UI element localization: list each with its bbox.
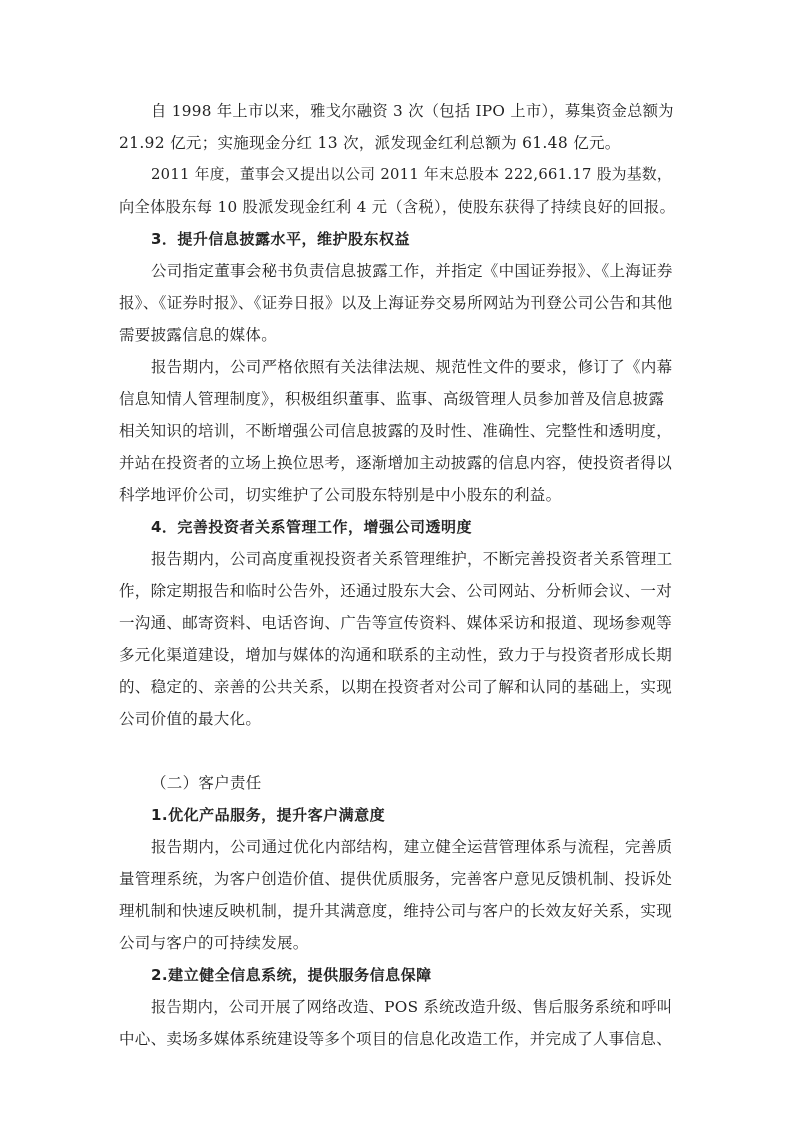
section-heading-customer-1: 1.优化产品服务，提升客户满意度 (151, 806, 386, 824)
paragraph-line: 2011 年度，董事会又提出以公司 2011 年末总股本 222,661.17 股为基数， (151, 166, 672, 183)
paragraph-line: 的、稳定的、亲善的公共关系，以期在投资者对公司了解和认同的基础上，实现 (119, 678, 673, 696)
paragraph-line: 相关知识的培训，不断增强公司信息披露的及时性、准确性、完整性和透明度， (119, 422, 673, 440)
paragraph-line: 信息知情人管理制度》，积极组织董事、监事、高级管理人员参加普及信息披露 (119, 390, 665, 408)
paragraph-line: 中心、卖场多媒体系统建设等多个项目的信息化改造工作，并完成了人事信息、 (119, 1030, 673, 1048)
paragraph-line: 公司指定董事会秘书负责信息披露工作，并指定《中国证券报》、《上海证券 (151, 262, 673, 280)
section-heading-4: 4．完善投资者关系管理工作，增强公司透明度 (151, 518, 472, 536)
paragraph-line: 科学地评价公司，切实维护了公司股东特别是中小股东的利益。 (119, 486, 562, 504)
paragraph-line: 自 1998 年上市以来，雅戈尔融资 3 次（包括 IPO 上市），募集资金总额为 (151, 102, 674, 120)
section-heading-3: 3．提升信息披露水平，维护股东权益 (151, 230, 410, 248)
paragraph-line: 21.92 亿元；实施现金分红 13 次，派发现金红利总额为 61.48 亿元。 (119, 134, 621, 152)
paragraph-line: 作，除定期报告和临时公告外，还通过股东大会、公司网站、分析师会议、一对 (119, 582, 673, 600)
paragraph-line: 需要披露信息的媒体。 (119, 326, 278, 344)
paragraph-line: 多元化渠道建设，增加与媒体的沟通和联系的主动性，致力于与投资者形成长期 (119, 646, 673, 664)
paragraph-line: 报告期内，公司通过优化内部结构，建立健全运营管理体系与流程，完善质 (151, 838, 673, 856)
document-page (119, 95, 679, 1055)
paragraph-line: 并站在投资者的立场上换位思考，逐渐增加主动披露的信息内容，使投资者得以 (119, 454, 673, 472)
paragraph-line: 公司与客户的可持续发展。 (119, 934, 309, 952)
chapter-heading-customer: （二）客户责任 (151, 774, 262, 792)
paragraph-line: 理机制和快速反映机制，提升其满意度，维持公司与客户的长效友好关系，实现 (119, 902, 673, 920)
paragraph-line: 一沟通、邮寄资料、电话咨询、广告等宣传资料、媒体采访和报道、现场参观等 (119, 614, 673, 632)
paragraph-line: 报告期内，公司严格依照有关法律法规、规范性文件的要求，修订了《内幕 (151, 358, 673, 376)
paragraph-line: 报告期内，公司高度重视投资者关系管理维护，不断完善投资者关系管理工 (151, 550, 673, 568)
paragraph-line: 报告期内，公司开展了网络改造、POS 系统改造升级、售后服务系统和呼叫 (151, 998, 673, 1016)
paragraph-line: 向全体股东每 10 股派发现金红利 4 元（含税），使股东获得了持续良好的回报。 (119, 198, 676, 216)
paragraph-line: 量管理系统，为客户创造价值、提供优质服务，完善客户意见反馈机制、投诉处 (119, 870, 673, 888)
spacer (119, 735, 679, 767)
paragraph-line: 公司价值的最大化。 (119, 710, 262, 728)
paragraph-line: 报》、《证券时报》、《证券日报》以及上海证券交易所网站为刊登公司公告和其他 (119, 294, 673, 312)
section-heading-customer-2: 2.建立健全信息系统，提供服务信息保障 (151, 966, 432, 984)
